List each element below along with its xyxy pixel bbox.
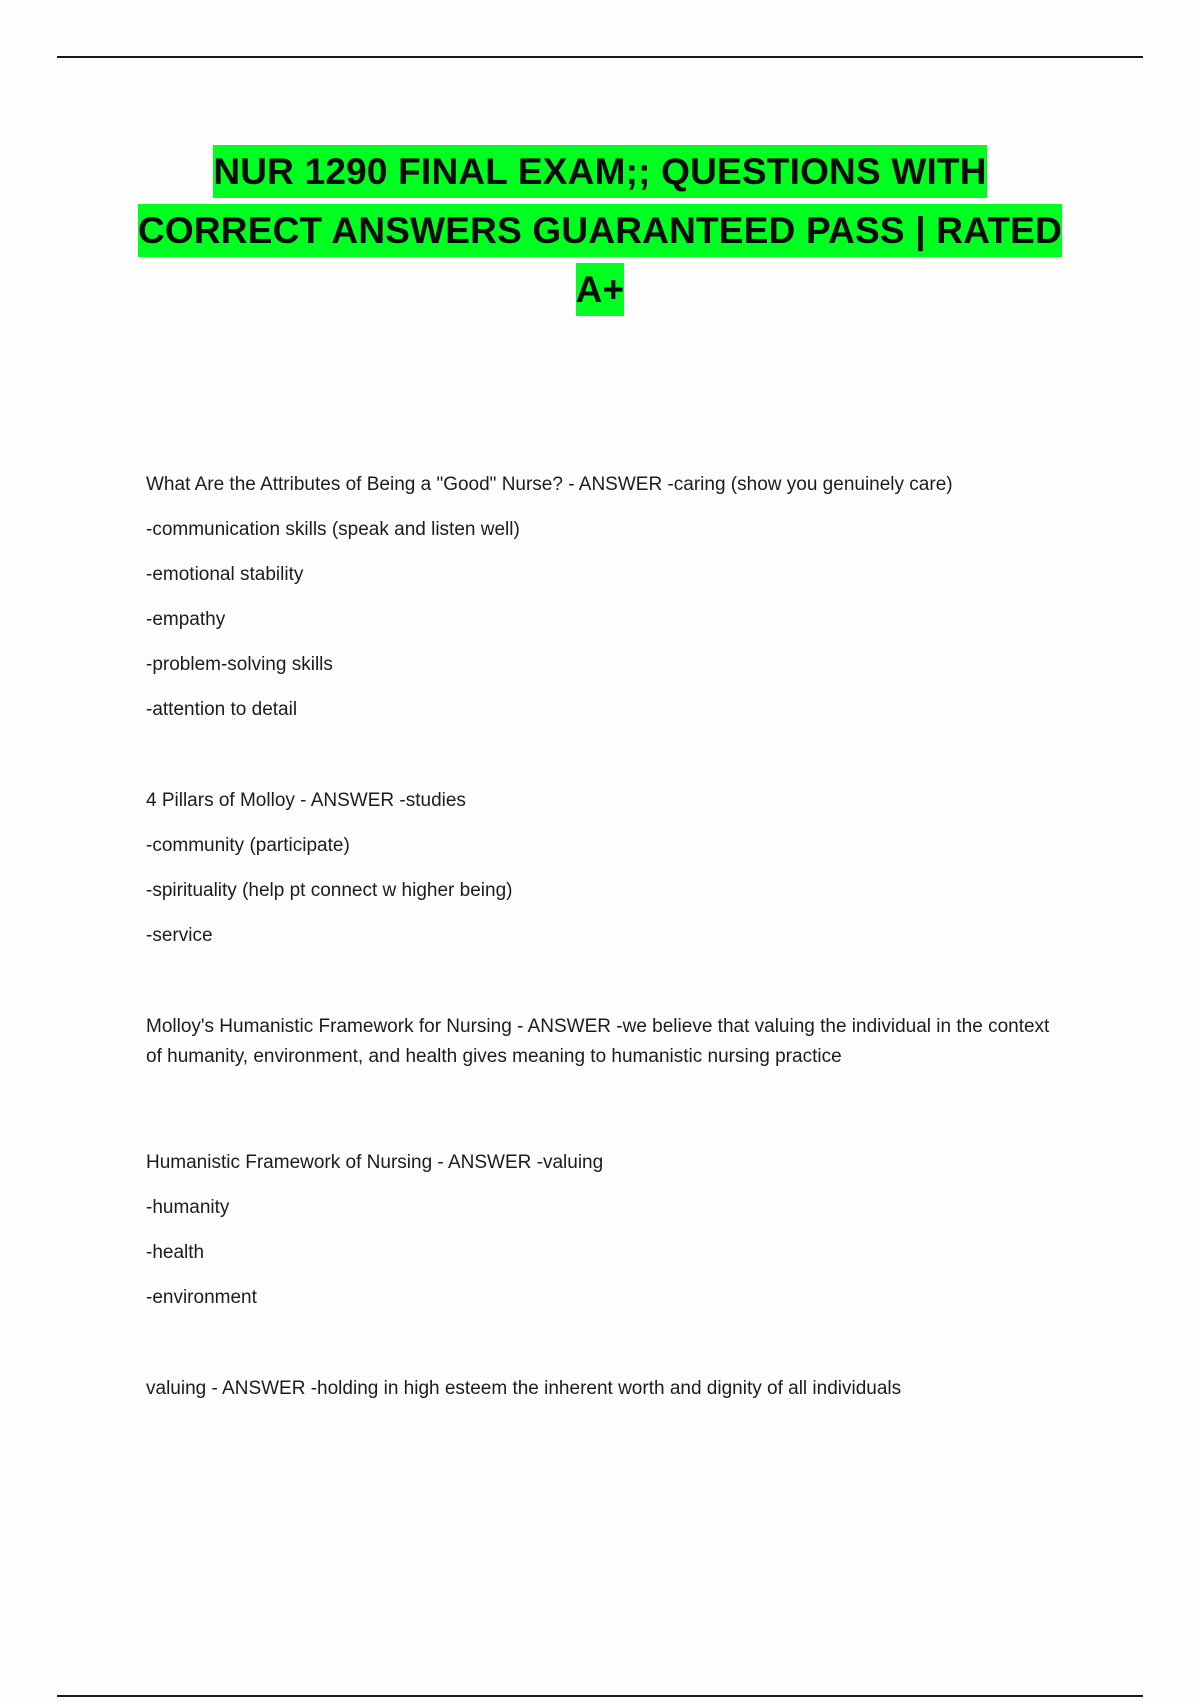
qa-question: valuing - ANSWER -holding in high esteem the inherent worth and dignity of all individuals	[146, 1378, 902, 1399]
qa-question: What Are the Attributes of Being a "Good" Nurse? - ANSWER -caring (show you genuinely care)	[146, 474, 953, 495]
header-rule	[57, 56, 1143, 58]
qa-item	[146, 1012, 1086, 1072]
qa-answer-line: -community (participate)	[146, 835, 350, 856]
qa-answer-line: -attention to detail	[146, 699, 298, 720]
document-title	[100, 142, 1100, 319]
qa-question: Molloy's Humanistic Framework for Nursing - ANSWER -we believe that valuing the individual in the context of humanity, environment, and health gives meaning to humanistic nursing practice	[146, 1016, 1050, 1067]
title-line	[100, 142, 1100, 201]
title-line-text: NUR 1290 FINAL EXAM;; QUESTIONS WITH	[213, 145, 986, 198]
qa-answer-line: -health	[146, 1242, 205, 1263]
qa-answer-line: -spirituality (help pt connect w higher being)	[146, 880, 513, 901]
title-line	[100, 260, 1100, 319]
qa-answer-line: -humanity	[146, 1197, 230, 1218]
qa-question: Humanistic Framework of Nursing - ANSWER -valuing	[146, 1152, 604, 1173]
qa-item	[146, 1374, 1086, 1419]
qa-answer-line: -empathy	[146, 609, 226, 630]
qa-answer-line: -problem-solving skills	[146, 654, 333, 675]
qa-answer-line: -environment	[146, 1287, 257, 1308]
footer-rule	[57, 1695, 1143, 1697]
qa-item	[146, 470, 1086, 740]
qa-item	[146, 786, 1086, 966]
qa-answer-line: -service	[146, 925, 213, 946]
qa-answer-line: -communication skills (speak and listen well)	[146, 519, 520, 540]
title-line-text: CORRECT ANSWERS GUARANTEED PASS | RATED	[138, 204, 1062, 257]
qa-answer-line: -emotional stability	[146, 564, 304, 585]
title-line	[100, 201, 1100, 260]
qa-list	[146, 470, 1086, 1419]
title-line-text: A+	[576, 263, 625, 316]
qa-item	[146, 1148, 1086, 1328]
qa-question: 4 Pillars of Molloy - ANSWER -studies	[146, 790, 466, 811]
